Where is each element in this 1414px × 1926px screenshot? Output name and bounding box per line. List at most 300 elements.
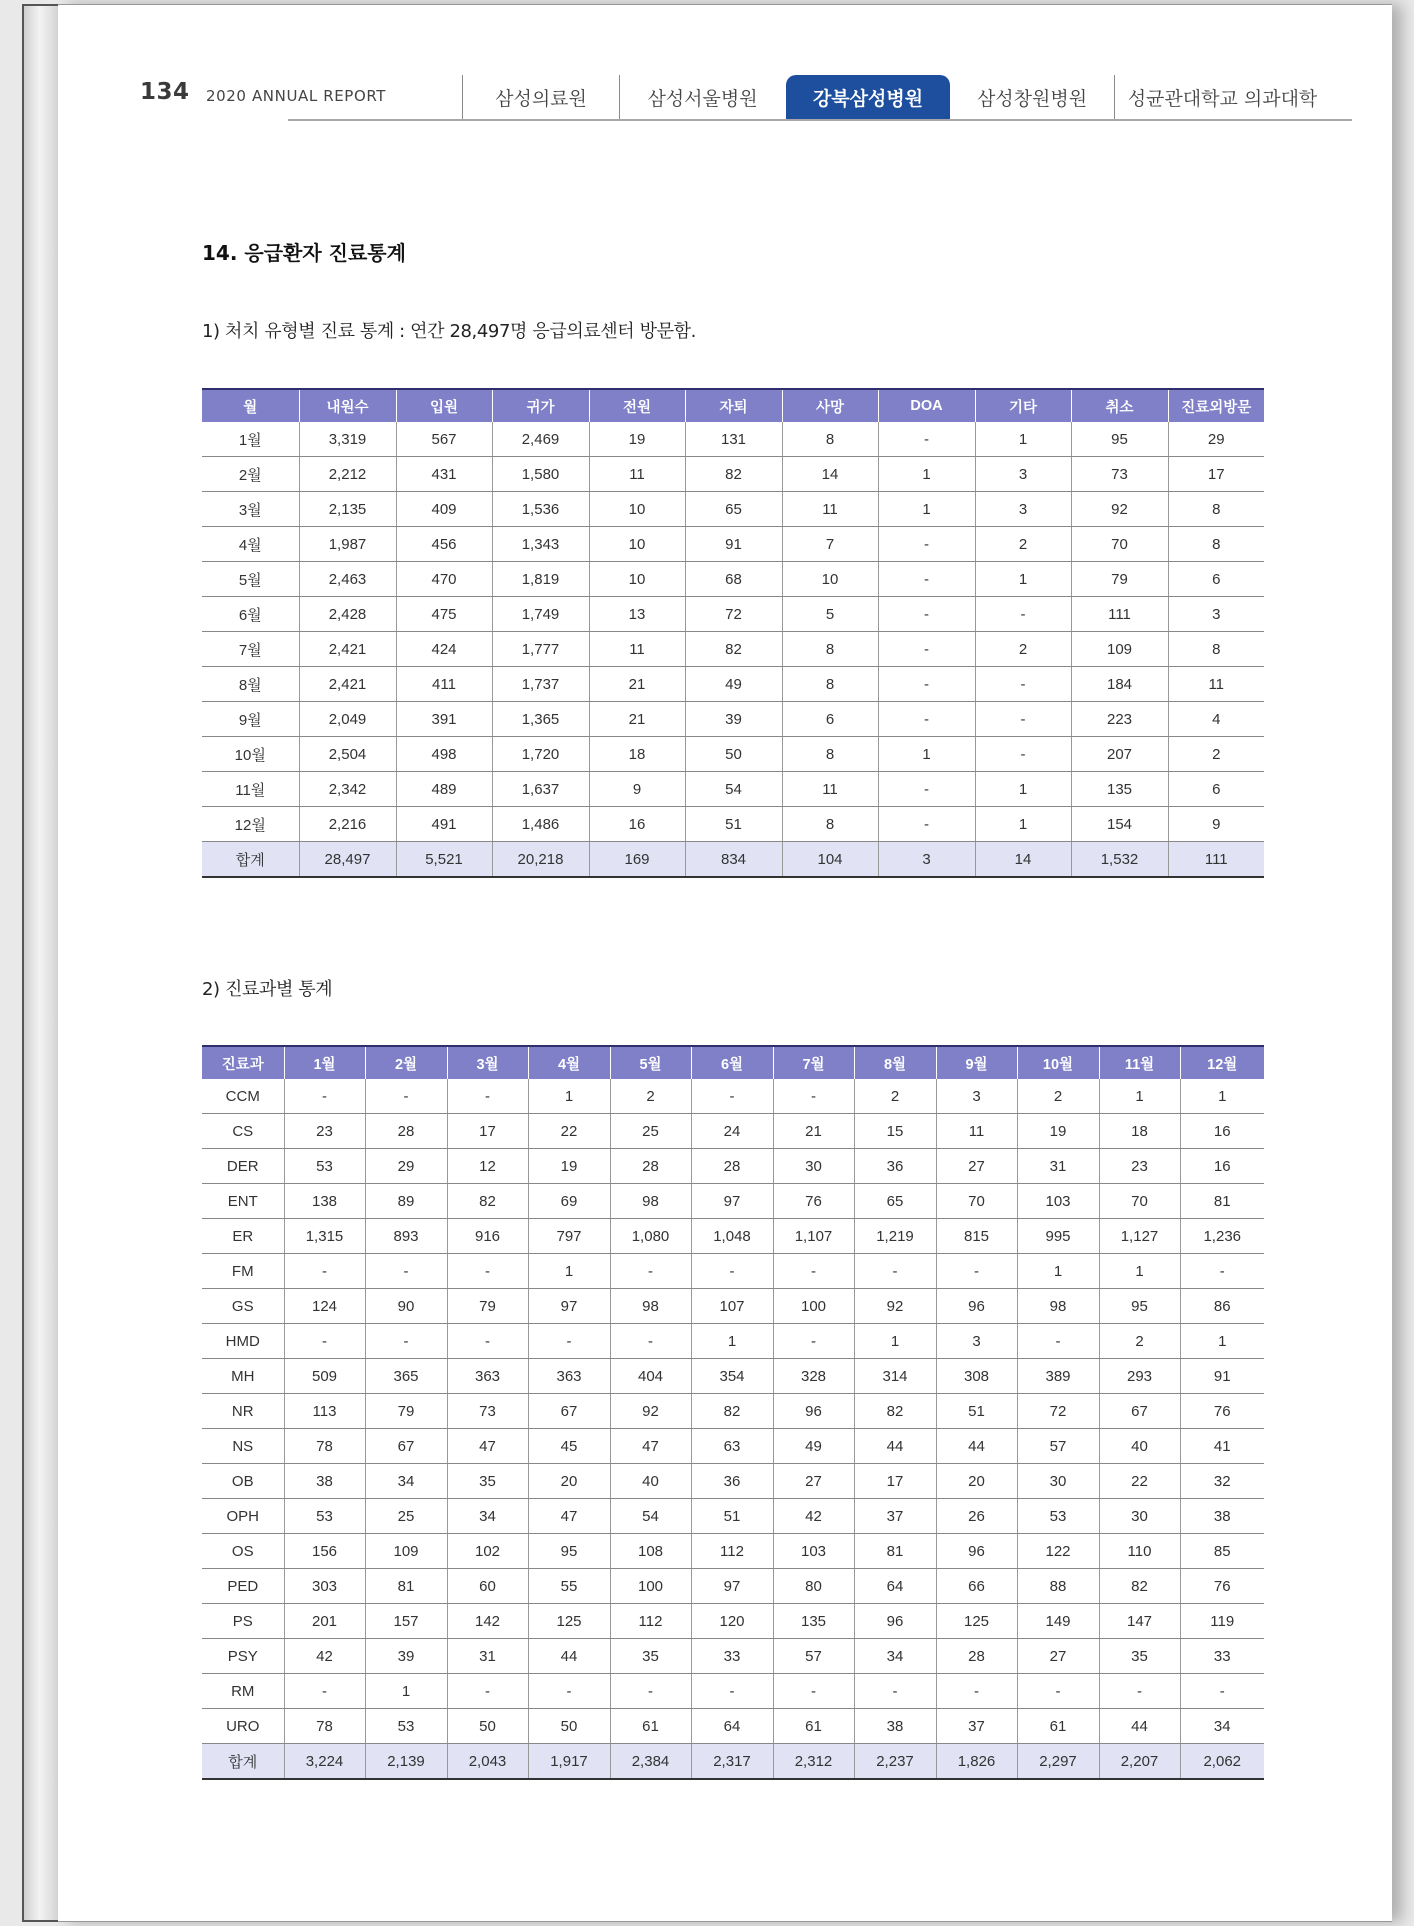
table-cell: 2,216 [299, 807, 396, 842]
table-cell: 82 [854, 1394, 936, 1429]
table-cell: 26 [936, 1499, 1017, 1534]
row-label-cell: NR [202, 1394, 284, 1429]
table-cell: 1,536 [492, 492, 589, 527]
table-cell: 6 [782, 702, 878, 737]
table-cell: 1 [878, 492, 975, 527]
column-header: 내원수 [299, 389, 396, 422]
table-cell: 6 [1168, 562, 1264, 597]
table-cell: 44 [936, 1429, 1017, 1464]
table-row [202, 457, 1264, 492]
row-label-cell: 10월 [202, 737, 299, 772]
table-cell: 82 [691, 1394, 773, 1429]
table-cell: 1,127 [1099, 1219, 1180, 1254]
table-cell: 17 [447, 1114, 528, 1149]
table-cell: 2 [1099, 1324, 1180, 1359]
table1-title: 1) 처치 유형별 진료 통계 : 연간 28,497명 응급의료센터 방문함. [202, 321, 696, 342]
table-cell: 293 [1099, 1359, 1180, 1394]
table-cell: 64 [691, 1709, 773, 1744]
table-cell: 25 [365, 1499, 447, 1534]
table-cell: 67 [365, 1429, 447, 1464]
table-cell: 92 [854, 1289, 936, 1324]
table-cell: 1 [1017, 1254, 1099, 1289]
table-cell: 8 [1168, 632, 1264, 667]
column-header: 전원 [589, 389, 685, 422]
table-cell: 98 [610, 1289, 691, 1324]
table-cell: 2 [854, 1079, 936, 1114]
table-cell: 27 [773, 1464, 854, 1499]
table-cell: 49 [685, 667, 782, 702]
table-cell: - [936, 1254, 1017, 1289]
table-cell: 34 [854, 1639, 936, 1674]
table-cell: - [1017, 1324, 1099, 1359]
table-row [202, 1184, 1264, 1219]
table-cell: 50 [447, 1709, 528, 1744]
table-cell: 1,819 [492, 562, 589, 597]
column-header: 4월 [528, 1046, 610, 1079]
table-cell: - [975, 702, 1071, 737]
table-cell: 124 [284, 1289, 365, 1324]
table-cell: 88 [1017, 1569, 1099, 1604]
table-cell: 39 [365, 1639, 447, 1674]
table-header-row [202, 389, 1264, 422]
tab-label: 삼성창원병원 [976, 87, 1088, 110]
table-cell: 2 [1017, 1079, 1099, 1114]
table-row [202, 597, 1264, 632]
column-header: 입원 [396, 389, 492, 422]
table-cell: 2,312 [773, 1744, 854, 1780]
table-cell: 8 [782, 667, 878, 702]
table-cell: 5,521 [396, 842, 492, 878]
table-cell: 54 [610, 1499, 691, 1534]
table-cell: 92 [1071, 492, 1168, 527]
table-cell: 1,917 [528, 1744, 610, 1780]
table-cell: - [1017, 1674, 1099, 1709]
table-row [202, 492, 1264, 527]
table-cell: 112 [691, 1534, 773, 1569]
table-cell: 53 [1017, 1499, 1099, 1534]
table-cell: 8 [782, 807, 878, 842]
table-row [202, 1674, 1264, 1709]
table-cell: 1,236 [1180, 1219, 1264, 1254]
row-label-cell: CCM [202, 1079, 284, 1114]
table-cell: 39 [685, 702, 782, 737]
row-label-cell: DER [202, 1149, 284, 1184]
table-cell: 38 [1180, 1499, 1264, 1534]
table-cell: 79 [447, 1289, 528, 1324]
table-cell: 21 [589, 702, 685, 737]
table-cell: 78 [284, 1429, 365, 1464]
book-spine [22, 4, 58, 1922]
table-cell: 98 [1017, 1289, 1099, 1324]
table-cell: - [610, 1674, 691, 1709]
table-cell: 72 [685, 597, 782, 632]
table-cell: - [284, 1079, 365, 1114]
table-cell: 17 [854, 1464, 936, 1499]
table-cell: - [528, 1324, 610, 1359]
table-cell: 308 [936, 1359, 1017, 1394]
table-cell: 2,428 [299, 597, 396, 632]
table-cell: 470 [396, 562, 492, 597]
table-cell: - [878, 702, 975, 737]
table-row [202, 1569, 1264, 1604]
table-cell: 57 [1017, 1429, 1099, 1464]
table-cell: 20 [936, 1464, 1017, 1499]
table-cell: 34 [1180, 1709, 1264, 1744]
table-cell: 53 [365, 1709, 447, 1744]
table-cell: 95 [1071, 422, 1168, 457]
tab-label: 성균관대학교 의과대학 [1127, 87, 1318, 110]
table-cell: 29 [1168, 422, 1264, 457]
table-cell: 9 [589, 772, 685, 807]
row-label-cell: 9월 [202, 702, 299, 737]
table-cell: 82 [1099, 1569, 1180, 1604]
table-cell: - [878, 667, 975, 702]
table-cell: 21 [773, 1114, 854, 1149]
column-header: 진료과 [202, 1046, 284, 1079]
table-cell: 815 [936, 1219, 1017, 1254]
table-cell: - [691, 1079, 773, 1114]
table-cell: 3 [936, 1324, 1017, 1359]
table-cell: 11 [589, 632, 685, 667]
table-cell: 61 [1017, 1709, 1099, 1744]
table-cell: 2,384 [610, 1744, 691, 1780]
table-cell: 7 [782, 527, 878, 562]
table-cell: 82 [685, 632, 782, 667]
table-cell: - [854, 1674, 936, 1709]
table-cell: 42 [284, 1639, 365, 1674]
table-cell: 1,080 [610, 1219, 691, 1254]
table-row [202, 1604, 1264, 1639]
column-header: 3월 [447, 1046, 528, 1079]
table-cell: 10 [589, 527, 685, 562]
row-label-cell: 3월 [202, 492, 299, 527]
table-cell: 8 [782, 737, 878, 772]
table-cell: 2 [610, 1079, 691, 1114]
row-label-cell: 1월 [202, 422, 299, 457]
table-cell: 95 [528, 1534, 610, 1569]
table-cell: - [773, 1079, 854, 1114]
page-header [140, 75, 1330, 123]
total-row [202, 1744, 1264, 1780]
table-cell: 2,139 [365, 1744, 447, 1780]
section-title: 14. 응급환자 진료통계 [202, 241, 406, 265]
table-cell: 47 [447, 1429, 528, 1464]
column-header: 12월 [1180, 1046, 1264, 1079]
table-cell: - [773, 1254, 854, 1289]
table-cell: 31 [1017, 1149, 1099, 1184]
table-cell: 103 [1017, 1184, 1099, 1219]
row-label-cell: 합계 [202, 842, 299, 878]
table-row [202, 1534, 1264, 1569]
table-row [202, 527, 1264, 562]
table-cell: 11 [782, 772, 878, 807]
table-cell: 120 [691, 1604, 773, 1639]
table-cell: 35 [1099, 1639, 1180, 1674]
table-cell: 125 [936, 1604, 1017, 1639]
table-cell: 107 [691, 1289, 773, 1324]
table-cell: 61 [610, 1709, 691, 1744]
table-cell: - [773, 1324, 854, 1359]
table-cell: - [975, 737, 1071, 772]
table-cell: 1 [975, 807, 1071, 842]
table-cell: 893 [365, 1219, 447, 1254]
table-cell: 1,532 [1071, 842, 1168, 878]
table-cell: - [1180, 1254, 1264, 1289]
table-cell: 3 [975, 457, 1071, 492]
column-header: 7월 [773, 1046, 854, 1079]
table-cell: - [936, 1674, 1017, 1709]
table-cell: 40 [1099, 1429, 1180, 1464]
table-cell: 20,218 [492, 842, 589, 878]
column-header: 기타 [975, 389, 1071, 422]
row-label-cell: URO [202, 1709, 284, 1744]
table-cell: 70 [1099, 1184, 1180, 1219]
table-cell: 1,107 [773, 1219, 854, 1254]
table-cell: 97 [528, 1289, 610, 1324]
table-row [202, 667, 1264, 702]
table-cell: 409 [396, 492, 492, 527]
table-cell: 131 [685, 422, 782, 457]
table-cell: 916 [447, 1219, 528, 1254]
table-cell: - [284, 1254, 365, 1289]
tab-label: 삼성의료원 [495, 87, 587, 110]
table-row [202, 1464, 1264, 1499]
table-cell: 31 [447, 1639, 528, 1674]
table-row [202, 1114, 1264, 1149]
table-cell: 1 [975, 562, 1071, 597]
table-cell: 4 [1168, 702, 1264, 737]
table-cell: 12 [447, 1149, 528, 1184]
table-cell: 38 [284, 1464, 365, 1499]
table-cell: - [447, 1079, 528, 1114]
table-cell: 389 [1017, 1359, 1099, 1394]
table-cell: 110 [1099, 1534, 1180, 1569]
table-cell: 404 [610, 1359, 691, 1394]
table-cell: 36 [691, 1464, 773, 1499]
table-cell: 65 [854, 1184, 936, 1219]
table-cell: 51 [691, 1499, 773, 1534]
table-cell: 18 [1099, 1114, 1180, 1149]
table-cell: 34 [365, 1464, 447, 1499]
row-label-cell: FM [202, 1254, 284, 1289]
table-cell: 28 [936, 1639, 1017, 1674]
column-header: 자퇴 [685, 389, 782, 422]
table-cell: 30 [1017, 1464, 1099, 1499]
column-header: DOA [878, 389, 975, 422]
row-label-cell: GS [202, 1289, 284, 1324]
header-divider [288, 119, 1352, 121]
table-cell: 22 [1099, 1464, 1180, 1499]
table-cell: 2,062 [1180, 1744, 1264, 1780]
table-cell: 2,237 [854, 1744, 936, 1780]
table-cell: 81 [365, 1569, 447, 1604]
tab-samsung-changwon-hospital[interactable] [950, 75, 1114, 119]
table-cell: 81 [854, 1534, 936, 1569]
table-cell: 33 [1180, 1639, 1264, 1674]
row-label-cell: HMD [202, 1324, 284, 1359]
table-cell: 20 [528, 1464, 610, 1499]
table-cell: 47 [610, 1429, 691, 1464]
table-cell: 76 [1180, 1569, 1264, 1604]
column-header: 6월 [691, 1046, 773, 1079]
table-row [202, 422, 1264, 457]
table-cell: 67 [528, 1394, 610, 1429]
table-cell: 3 [878, 842, 975, 878]
table-cell: 54 [685, 772, 782, 807]
table-cell: 9 [1168, 807, 1264, 842]
table-cell: 567 [396, 422, 492, 457]
table-cell: 328 [773, 1359, 854, 1394]
table-cell: 1 [975, 772, 1071, 807]
table-cell: 28 [365, 1114, 447, 1149]
row-label-cell: ENT [202, 1184, 284, 1219]
table-cell: 53 [284, 1499, 365, 1534]
table-cell: 21 [589, 667, 685, 702]
table-cell: 2,043 [447, 1744, 528, 1780]
table-cell: 2 [1168, 737, 1264, 772]
tab-skku-medical-school[interactable] [1114, 75, 1330, 119]
table-cell: - [878, 597, 975, 632]
table-cell: 149 [1017, 1604, 1099, 1639]
table-cell: 491 [396, 807, 492, 842]
table-cell: 475 [396, 597, 492, 632]
table-cell: 49 [773, 1429, 854, 1464]
table-cell: 70 [1071, 527, 1168, 562]
table-cell: - [878, 562, 975, 597]
table-cell: 64 [854, 1569, 936, 1604]
table-cell: 95 [1099, 1289, 1180, 1324]
table-cell: 69 [528, 1184, 610, 1219]
table-cell: 431 [396, 457, 492, 492]
table-cell: 2 [975, 632, 1071, 667]
table-cell: 15 [854, 1114, 936, 1149]
tab-samsung-medical-center[interactable] [462, 75, 619, 119]
table-cell: 96 [854, 1604, 936, 1639]
table-cell: 19 [589, 422, 685, 457]
table-cell: 122 [1017, 1534, 1099, 1569]
table-cell: 65 [685, 492, 782, 527]
table-cell: 8 [782, 632, 878, 667]
table-cell: - [975, 667, 1071, 702]
table-cell: 314 [854, 1359, 936, 1394]
table-cell: 2,421 [299, 632, 396, 667]
total-row [202, 842, 1264, 878]
tab-samsung-seoul-hospital[interactable] [619, 75, 785, 119]
table-cell: 1,343 [492, 527, 589, 562]
table-cell: 1 [854, 1324, 936, 1359]
table-cell: 100 [610, 1569, 691, 1604]
table-cell: 53 [284, 1149, 365, 1184]
table-row [202, 772, 1264, 807]
table-cell: 363 [447, 1359, 528, 1394]
column-header: 사망 [782, 389, 878, 422]
table-row [202, 807, 1264, 842]
table-cell: 354 [691, 1359, 773, 1394]
table-cell: - [878, 772, 975, 807]
table-cell: 154 [1071, 807, 1168, 842]
table-cell: 30 [1099, 1499, 1180, 1534]
table-cell: 41 [1180, 1429, 1264, 1464]
table-cell: 142 [447, 1604, 528, 1639]
table-cell: 1 [1180, 1079, 1264, 1114]
table-cell: 92 [610, 1394, 691, 1429]
tab-kangbuk-samsung-hospital[interactable] [786, 75, 950, 119]
row-label-cell: NS [202, 1429, 284, 1464]
table-cell: 1,486 [492, 807, 589, 842]
table-cell: 61 [773, 1709, 854, 1744]
table-cell: 63 [691, 1429, 773, 1464]
table-cell: 111 [1071, 597, 1168, 632]
table-cell: 44 [854, 1429, 936, 1464]
row-label-cell: PS [202, 1604, 284, 1639]
table-cell: 2,212 [299, 457, 396, 492]
table-cell: 1,315 [284, 1219, 365, 1254]
table-cell: 70 [936, 1184, 1017, 1219]
table-cell: 96 [773, 1394, 854, 1429]
table-cell: 1 [1180, 1324, 1264, 1359]
table-cell: - [447, 1324, 528, 1359]
table-row [202, 1324, 1264, 1359]
table-cell: 98 [610, 1184, 691, 1219]
table-cell: 8 [1168, 492, 1264, 527]
table-cell: 184 [1071, 667, 1168, 702]
table-cell: 73 [1071, 457, 1168, 492]
table-row [202, 1149, 1264, 1184]
table-cell: 2,504 [299, 737, 396, 772]
table-cell: 112 [610, 1604, 691, 1639]
table-cell: 303 [284, 1569, 365, 1604]
table-cell: 365 [365, 1359, 447, 1394]
column-header: 2월 [365, 1046, 447, 1079]
table-cell: 3 [975, 492, 1071, 527]
table-cell: 456 [396, 527, 492, 562]
table-cell: 97 [691, 1569, 773, 1604]
table-cell: - [878, 632, 975, 667]
table-cell: 6 [1168, 772, 1264, 807]
table-cell: 3,319 [299, 422, 396, 457]
table-cell: 86 [1180, 1289, 1264, 1324]
table-cell: - [365, 1079, 447, 1114]
row-label-cell: OS [202, 1534, 284, 1569]
table-row [202, 702, 1264, 737]
table-cell: - [975, 597, 1071, 632]
column-header: 9월 [936, 1046, 1017, 1079]
table-cell: 96 [936, 1289, 1017, 1324]
table-cell: 1 [878, 737, 975, 772]
table-cell: 78 [284, 1709, 365, 1744]
table-cell: 23 [1099, 1149, 1180, 1184]
table-cell: 1,580 [492, 457, 589, 492]
table-cell: 2,207 [1099, 1744, 1180, 1780]
table-cell: 35 [447, 1464, 528, 1499]
table-cell: 138 [284, 1184, 365, 1219]
column-header: 8월 [854, 1046, 936, 1079]
table-cell: 11 [1168, 667, 1264, 702]
table-cell: 40 [610, 1464, 691, 1499]
table-cell: 51 [936, 1394, 1017, 1429]
table-cell: 73 [447, 1394, 528, 1429]
table-cell: 79 [1071, 562, 1168, 597]
table-cell: - [878, 527, 975, 562]
row-label-cell: 11월 [202, 772, 299, 807]
table-cell: 44 [1099, 1709, 1180, 1744]
table-cell: 34 [447, 1499, 528, 1534]
table-cell: 2,421 [299, 667, 396, 702]
table-cell: 169 [589, 842, 685, 878]
table-cell: 50 [528, 1709, 610, 1744]
table-cell: 207 [1071, 737, 1168, 772]
table-cell: - [284, 1674, 365, 1709]
